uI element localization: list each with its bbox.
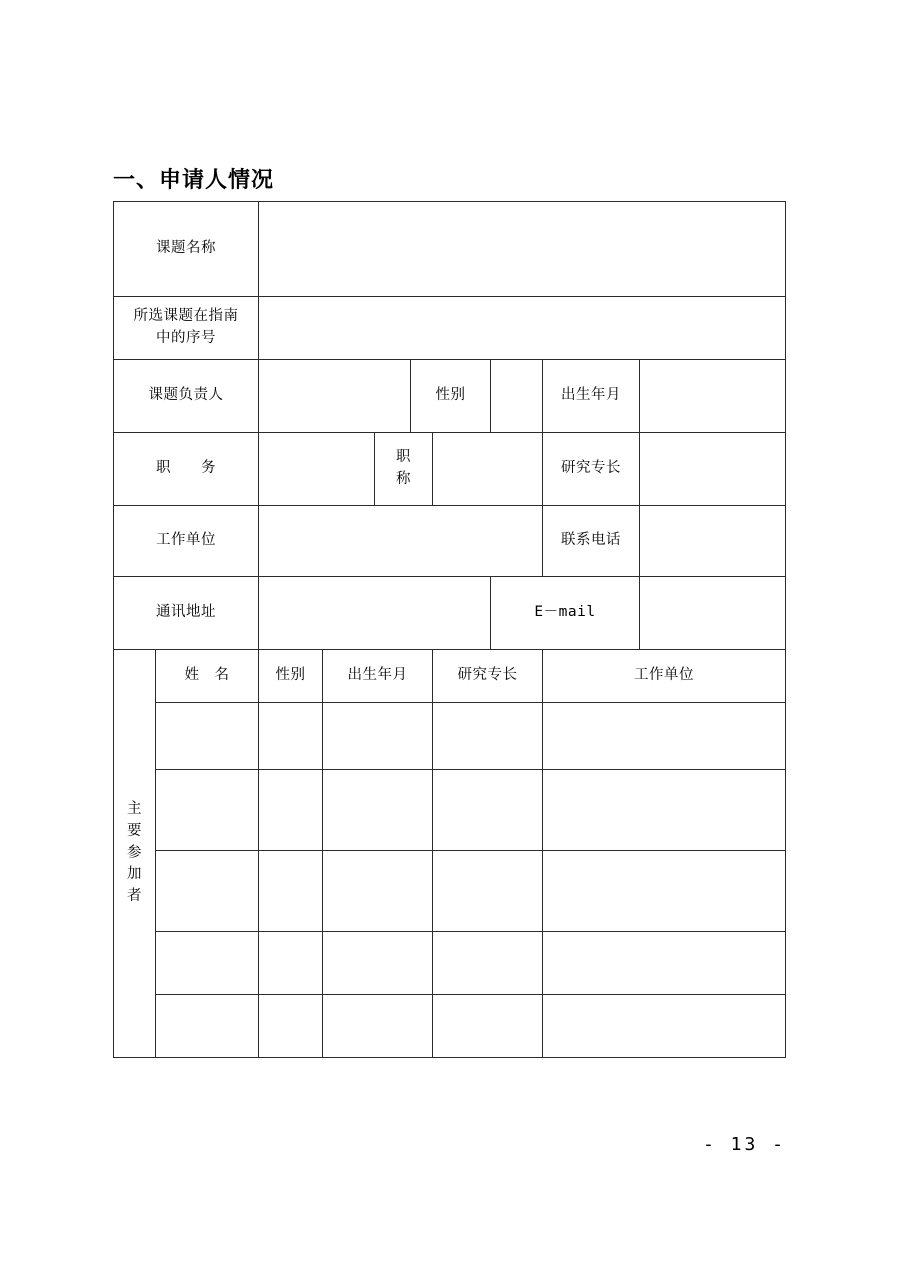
participant-name[interactable] (156, 851, 259, 932)
participants-side-label (114, 650, 156, 1058)
topic-name-label: 课题名称 (114, 202, 259, 297)
participants-side-label-char-1: 要 (127, 822, 142, 839)
workunit-value[interactable] (259, 506, 543, 577)
leader-value[interactable] (259, 360, 411, 433)
participants-side-label-char-0: 主 (127, 801, 142, 818)
page-title: 一、申请人情况 (113, 168, 275, 193)
participant-gender[interactable] (259, 851, 323, 932)
address-value[interactable] (259, 577, 491, 650)
table-row-leader (114, 360, 786, 433)
title-label: 职 称 (375, 433, 433, 506)
participants-header-research: 研究专长 (433, 650, 543, 703)
research-value[interactable] (640, 433, 786, 506)
participant-gender[interactable] (259, 995, 323, 1058)
participants-header-gender: 性别 (259, 650, 323, 703)
participant-birth[interactable] (323, 932, 433, 995)
participants-side-label-char-2: 参 (127, 844, 142, 861)
address-label: 通讯地址 (114, 577, 259, 650)
table-row-address (114, 577, 786, 650)
page-number: - 13 - (702, 1134, 786, 1155)
table-row-participant (114, 770, 786, 851)
participant-gender[interactable] (259, 703, 323, 770)
participants-side-label-char-3: 加 (127, 866, 142, 883)
participant-workunit[interactable] (543, 932, 786, 995)
participants-header-workunit: 工作单位 (543, 650, 786, 703)
participant-name[interactable] (156, 703, 259, 770)
table-row-participants-header (114, 650, 786, 703)
participant-name[interactable] (156, 995, 259, 1058)
participant-birth[interactable] (323, 703, 433, 770)
participant-research[interactable] (433, 851, 543, 932)
email-label: E－mail (491, 577, 640, 650)
post-value[interactable] (259, 433, 375, 506)
applicant-info-table (113, 201, 786, 1058)
gender-label: 性别 (411, 360, 491, 433)
participant-gender[interactable] (259, 770, 323, 851)
participant-research[interactable] (433, 770, 543, 851)
table-row-workunit (114, 506, 786, 577)
participant-name[interactable] (156, 770, 259, 851)
table-row-post (114, 433, 786, 506)
phone-label: 联系电话 (543, 506, 640, 577)
participant-workunit[interactable] (543, 851, 786, 932)
birth-label: 出生年月 (543, 360, 640, 433)
participant-birth[interactable] (323, 995, 433, 1058)
table-row-topic-index (114, 297, 786, 360)
participant-gender[interactable] (259, 932, 323, 995)
participant-workunit[interactable] (543, 770, 786, 851)
table-row-participant (114, 995, 786, 1058)
table-row-participant (114, 703, 786, 770)
participant-workunit[interactable] (543, 703, 786, 770)
participant-name[interactable] (156, 932, 259, 995)
participant-workunit[interactable] (543, 995, 786, 1058)
leader-label: 课题负责人 (114, 360, 259, 433)
participant-research[interactable] (433, 995, 543, 1058)
phone-value[interactable] (640, 506, 786, 577)
participants-side-label-char-4: 者 (127, 888, 142, 905)
workunit-label: 工作单位 (114, 506, 259, 577)
topic-index-label-line2: 中的序号 (156, 330, 216, 346)
participant-birth[interactable] (323, 851, 433, 932)
participants-header-birth: 出生年月 (323, 650, 433, 703)
topic-name-value[interactable] (259, 202, 786, 297)
birth-value[interactable] (640, 360, 786, 433)
table-row-participant (114, 932, 786, 995)
post-label: 职 务 (114, 433, 259, 506)
research-label: 研究专长 (543, 433, 640, 506)
participant-birth[interactable] (323, 770, 433, 851)
topic-index-value[interactable] (259, 297, 786, 360)
topic-index-label (114, 297, 259, 360)
table-row-participant (114, 851, 786, 932)
gender-value[interactable] (491, 360, 543, 433)
topic-index-label-line1: 所选课题在指南 (133, 308, 239, 325)
participant-research[interactable] (433, 703, 543, 770)
participant-research[interactable] (433, 932, 543, 995)
email-value[interactable] (640, 577, 786, 650)
title-value[interactable] (433, 433, 543, 506)
participants-header-name: 姓 名 (156, 650, 259, 703)
table-row-topic-name (114, 202, 786, 297)
